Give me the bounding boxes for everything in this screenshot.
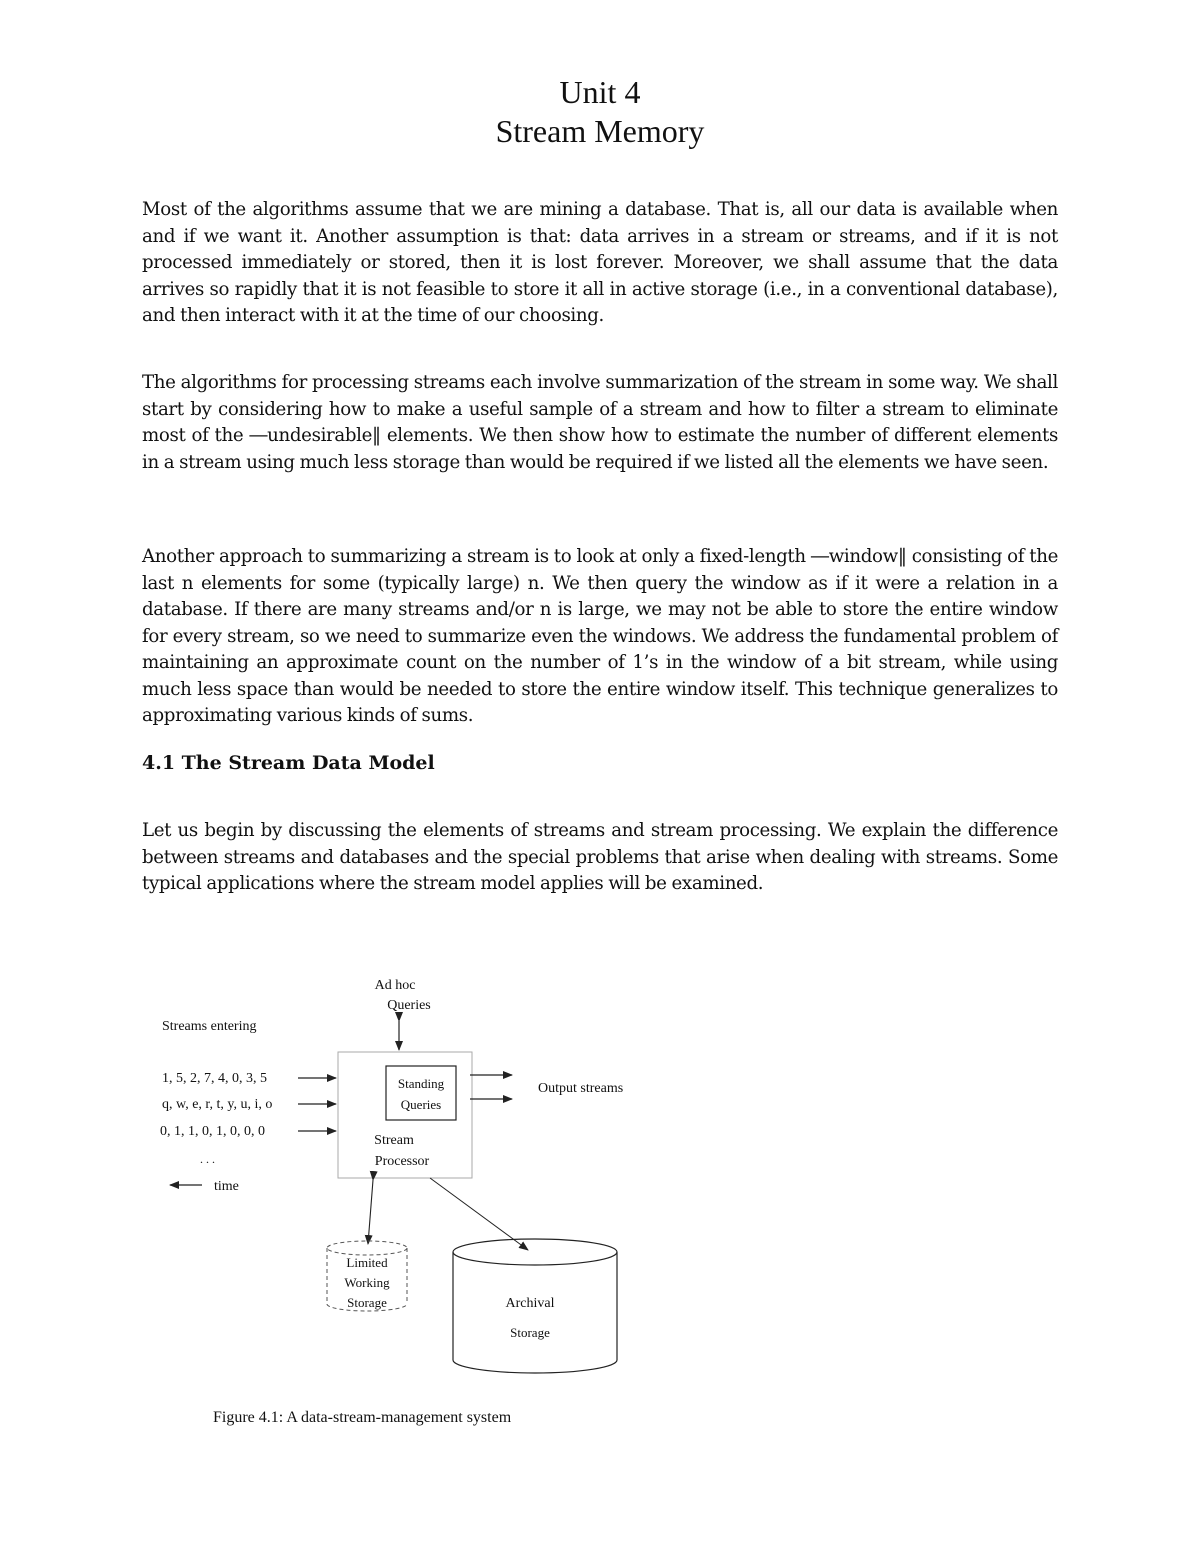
- dsms-figure: [140, 960, 680, 1430]
- intro-paragraph: Most of the algorithms assume that we are mining a database. That is, all our data is available when and if we want it. Another assumption is that: data arrives in a stream or streams, and if it is not processed immediately or stored, then it is lost forever. Moreover, we shall assume that the data arrives so rapidly that it is not feasible to store it all in active storage (i.e., in a conventional database), and then interact with it at the time of our choosing.: [142, 199, 1058, 326]
- stream-2: q, w, e, r, t, y, u, i, o: [162, 1097, 273, 1112]
- unit-subtitle: Stream Memory: [495, 113, 705, 149]
- output-label: Output streams: [538, 1081, 624, 1096]
- adhoc-label-1: Ad hoc: [374, 978, 416, 993]
- limited-label-3: Storage: [347, 1295, 387, 1310]
- processor-label-2: Processor: [374, 1154, 430, 1169]
- section-heading: 4.1 The Stream Data Model: [142, 752, 435, 774]
- standing-label-1: Standing: [397, 1076, 445, 1091]
- algorithms-paragraph: The algorithms for processing streams each involve summarization of the stream in some way. We shall start by considering how to make a useful sample of a stream and how to filter a stream to eliminate most of the ―undesirable‖ elements. We then show how to estimate the number of different elements in a stream using much less storage than would be required if we listed all the elements we have seen.: [142, 372, 1058, 473]
- stream-1: 1, 5, 2, 7, 4, 0, 3, 5: [162, 1071, 267, 1086]
- archival-label-1: Archival: [505, 1296, 555, 1311]
- time-label: time: [214, 1179, 239, 1194]
- limited-label-2: Working: [344, 1275, 390, 1290]
- adhoc-label-2: Queries: [387, 998, 431, 1013]
- stream-ellipsis: . . .: [200, 1152, 215, 1166]
- standing-label-2: Queries: [400, 1097, 442, 1112]
- unit-title: Unit 4: [559, 74, 641, 110]
- limited-storage-arrow: [368, 1180, 373, 1244]
- limited-label-1: Limited: [346, 1255, 388, 1270]
- figure-caption: Figure 4.1: A data-stream-management system: [213, 1409, 512, 1426]
- window-paragraph: Another approach to summarizing a stream is to look at only a fixed-length ―window‖ consisting of the last n elements for some (typically large) n. We then query the window as if it were a relation in a database. If there are many streams and/or n is large, we may not be able to store the entire window for every stream, so we need to summarize even the windows. We address the fundamental problem of maintaining an approximate count on the number of 1’s in the window of a bit stream, while using much less space than would be needed to store the entire window itself. This technique generalizes to approximating various kinds of sums.: [142, 546, 1058, 726]
- streams-label: Streams entering: [162, 1019, 257, 1034]
- archival-label-2: Storage: [510, 1325, 550, 1340]
- stream-3: 0, 1, 1, 0, 1, 0, 0, 0: [160, 1124, 265, 1139]
- processor-label-1: Stream: [374, 1133, 414, 1148]
- section-paragraph: Let us begin by discussing the elements of streams and stream processing. We explain the difference between streams and databases and the special problems that arise when dealing with streams. Some typical applications where the stream model applies will be examined.: [142, 820, 1058, 894]
- dsms-diagram: [140, 960, 680, 1430]
